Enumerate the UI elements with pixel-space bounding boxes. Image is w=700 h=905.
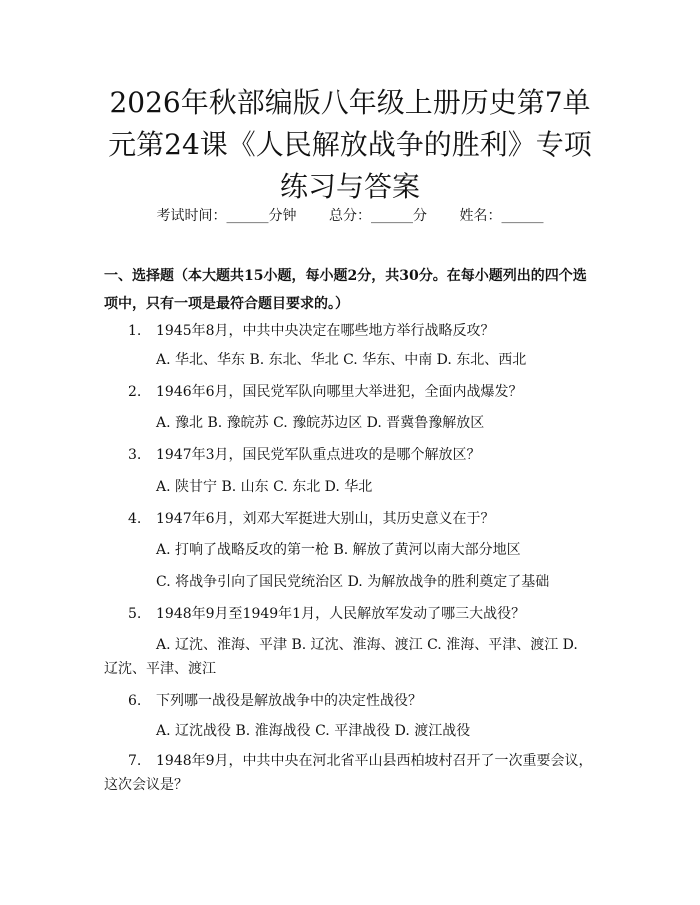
question-text: 1946年6月，国民党军队向哪里大举进犯，全面内战爆发？ <box>156 384 523 400</box>
question-4 <box>104 506 596 532</box>
question-3-options <box>104 474 596 500</box>
exam-meta <box>100 205 600 225</box>
question-number: 5. <box>128 606 142 622</box>
question-7 <box>104 749 596 797</box>
option-line: A. 华北、华东 B. 东北、华北 C. 华东、中南 D. 东北、西北 <box>156 352 527 368</box>
question-4-options-line-1 <box>104 537 596 563</box>
question-5 <box>104 601 596 627</box>
question-1-options <box>104 347 596 373</box>
question-number: 2. <box>128 384 142 400</box>
question-text: 下列哪一战役是解放战争中的决定性战役？ <box>156 693 422 709</box>
exam-score: 总分：______分 <box>329 208 427 224</box>
question-3 <box>104 442 596 468</box>
question-text: 1947年6月，刘邓大军挺进大别山，其历史意义在于？ <box>156 511 495 527</box>
question-text: 1947年3月，国民党军队重点进攻的是哪个解放区？ <box>156 447 481 463</box>
option-line: A. 辽沈战役 B. 淮海战役 C. 平津战役 D. 渡江战役 <box>156 723 471 739</box>
question-text: 1945年8月，中共中央决定在哪些地方举行战略反攻？ <box>156 323 495 339</box>
option-line: C. 将战争引向了国民党统治区 D. 为解放战争的胜利奠定了基础 <box>156 574 550 590</box>
question-number: 4. <box>128 511 142 527</box>
question-6-options <box>104 718 596 744</box>
question-number: 6. <box>128 693 142 709</box>
question-4-options-line-2 <box>104 569 596 595</box>
exam-time: 考试时间：______分钟 <box>156 208 297 224</box>
section-heading: 一、选择题（本大题共15小题，每小题2分，共30分。在每小题列出的四个选项中，只有一项是最符合题目要求的。） <box>104 268 587 312</box>
question-text: 1948年9月至1949年1月，人民解放军发动了哪三大战役？ <box>156 606 526 622</box>
option-line: A. 辽沈、淮海、平津 B. 辽沈、淮海、渡江 C. 淮海、平津、渡江 D. 辽沈、平津、渡江 <box>104 637 578 677</box>
question-2 <box>104 379 596 405</box>
question-1 <box>104 318 596 344</box>
question-number: 7. <box>128 753 142 769</box>
student-name: 姓名：______ <box>459 208 544 224</box>
option-line: A. 打响了战略反攻的第一枪 B. 解放了黄河以南大部分地区 <box>156 542 521 558</box>
question-number: 3. <box>128 447 142 463</box>
question-5-options <box>104 633 596 681</box>
option-line: A. 陕甘宁 B. 山东 C. 东北 D. 华北 <box>156 479 373 495</box>
question-6 <box>104 688 596 714</box>
option-line: A. 豫北 B. 豫皖苏 C. 豫皖苏边区 D. 晋冀鲁豫解放区 <box>156 415 485 431</box>
question-2-options <box>104 410 596 436</box>
question-number: 1. <box>128 323 142 339</box>
document-title: 2026年秋部编版八年级上册历史第7单元第24课《人民解放战争的胜利》专项练习与答案 <box>108 86 592 203</box>
question-text: 1948年9月，中共中央在河北省平山县西柏坡村召开了一次重要会议，这次会议是？ <box>104 753 593 793</box>
